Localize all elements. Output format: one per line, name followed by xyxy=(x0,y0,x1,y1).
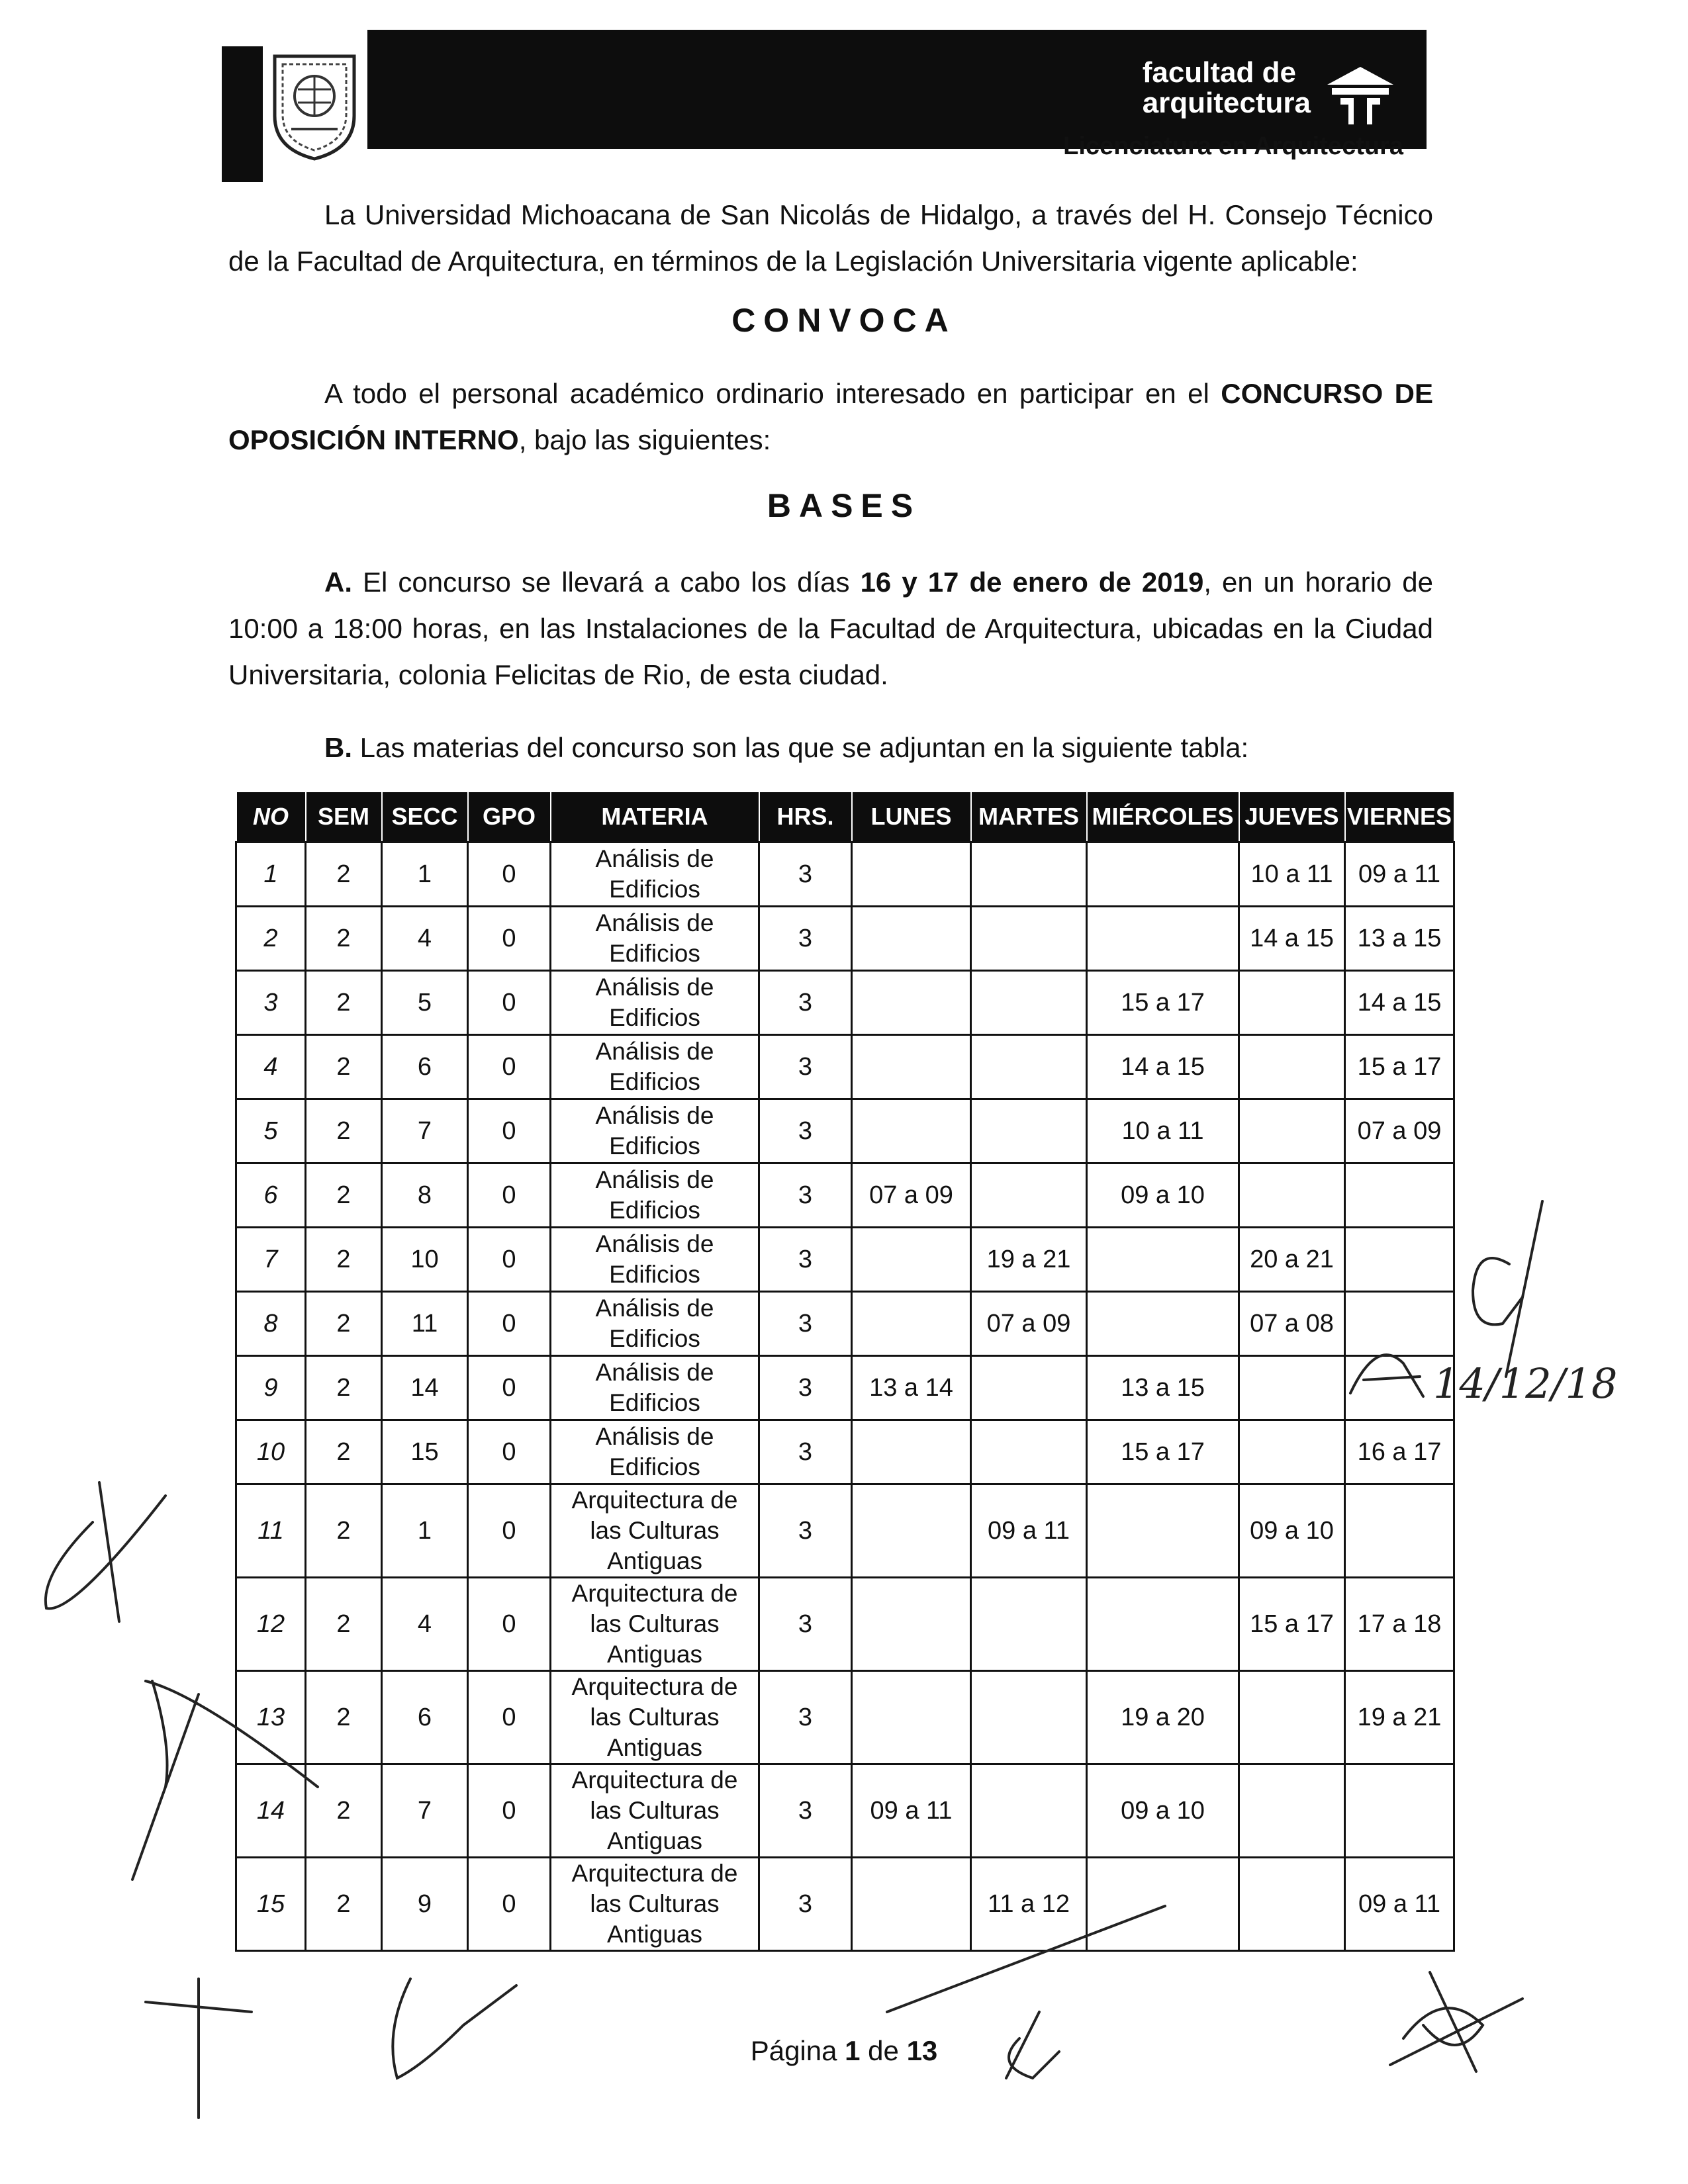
cell-viernes: 14 a 15 xyxy=(1345,971,1454,1035)
cell-sem: 2 xyxy=(306,971,382,1035)
cell-gpo: 0 xyxy=(468,1356,551,1420)
cell-miercoles xyxy=(1087,1858,1239,1951)
cell-martes xyxy=(971,1035,1087,1099)
bases-heading: BASES xyxy=(767,487,921,524)
cell-gpo: 0 xyxy=(468,971,551,1035)
header-miercoles: MIÉRCOLES xyxy=(1087,792,1239,842)
cell-no: 6 xyxy=(236,1163,306,1228)
cell-jueves: 09 a 10 xyxy=(1239,1484,1345,1578)
university-seal-icon xyxy=(268,50,361,162)
cell-martes xyxy=(971,1420,1087,1484)
table-body xyxy=(236,842,1454,1951)
cell-viernes xyxy=(1345,1356,1454,1420)
cell-lunes xyxy=(852,1858,971,1951)
cell-secc: 6 xyxy=(382,1671,468,1764)
cell-jueves: 14 a 15 xyxy=(1239,907,1345,971)
cell-miercoles: 15 a 17 xyxy=(1087,971,1239,1035)
materia-line: Edificios xyxy=(609,1132,700,1160)
convoca-heading: CONVOCA xyxy=(731,302,957,339)
header-secc: SECC xyxy=(382,792,468,842)
cell-gpo: 0 xyxy=(468,907,551,971)
cell-hrs: 3 xyxy=(759,1163,852,1228)
materia-line: Antiguas xyxy=(607,1734,702,1761)
cell-secc: 7 xyxy=(382,1764,468,1858)
materia-line: Arquitectura de xyxy=(571,1580,738,1607)
cell-miercoles: 10 a 11 xyxy=(1087,1099,1239,1163)
cell-gpo: 0 xyxy=(468,1484,551,1578)
cell-viernes: 09 a 11 xyxy=(1345,842,1454,907)
materia-line: las Culturas xyxy=(590,1890,720,1917)
table-row xyxy=(236,842,1454,907)
cell-hrs: 3 xyxy=(759,1764,852,1858)
subjects-schedule-table xyxy=(235,791,1455,1952)
cell-jueves xyxy=(1239,1356,1345,1420)
cell-jueves: 07 a 08 xyxy=(1239,1292,1345,1356)
cell-miercoles: 14 a 15 xyxy=(1087,1035,1239,1099)
cell-no: 3 xyxy=(236,971,306,1035)
cell-miercoles xyxy=(1087,907,1239,971)
cell-lunes xyxy=(852,1578,971,1671)
cell-lunes xyxy=(852,907,971,971)
cell-materia xyxy=(551,1858,759,1951)
cell-lunes xyxy=(852,1099,971,1163)
signature-left-margin xyxy=(46,1482,165,1621)
cell-viernes xyxy=(1345,1484,1454,1578)
header-gpo: GPO xyxy=(468,792,551,842)
materia-line: Arquitectura de xyxy=(571,1673,738,1700)
cell-materia xyxy=(551,1292,759,1356)
cell-viernes: 17 a 18 xyxy=(1345,1578,1454,1671)
cell-martes: 11 a 12 xyxy=(971,1858,1087,1951)
cell-miercoles: 09 a 10 xyxy=(1087,1163,1239,1228)
cell-lunes xyxy=(852,1671,971,1764)
cell-gpo: 0 xyxy=(468,1099,551,1163)
cell-jueves xyxy=(1239,1099,1345,1163)
table-row xyxy=(236,1035,1454,1099)
cell-hrs: 3 xyxy=(759,1484,852,1578)
cell-secc: 5 xyxy=(382,971,468,1035)
cell-hrs: 3 xyxy=(759,1356,852,1420)
cell-viernes: 13 a 15 xyxy=(1345,907,1454,971)
cell-miercoles: 13 a 15 xyxy=(1087,1356,1239,1420)
cell-gpo: 0 xyxy=(468,1764,551,1858)
intro-paragraph: La Universidad Michoacana de San Nicolás de Hidalgo, a través del H. Consejo Técnico de la Facultad de Arquitectura, en términos de la Legislación Universitaria vigente aplicable: xyxy=(228,199,1433,277)
materia-line: Arquitectura de xyxy=(571,1860,738,1887)
cell-no: 12 xyxy=(236,1578,306,1671)
cell-lunes xyxy=(852,842,971,907)
cell-materia xyxy=(551,1420,759,1484)
cell-miercoles: 15 a 17 xyxy=(1087,1420,1239,1484)
materia-line: las Culturas xyxy=(590,1704,720,1731)
cell-viernes xyxy=(1345,1163,1454,1228)
cell-viernes: 16 a 17 xyxy=(1345,1420,1454,1484)
cell-viernes: 15 a 17 xyxy=(1345,1035,1454,1099)
table-row xyxy=(236,1858,1454,1951)
cell-no: 13 xyxy=(236,1671,306,1764)
materia-line: las Culturas xyxy=(590,1517,720,1544)
cell-no: 8 xyxy=(236,1292,306,1356)
cell-hrs: 3 xyxy=(759,1858,852,1951)
cell-sem: 2 xyxy=(306,1356,382,1420)
table-row xyxy=(236,1420,1454,1484)
materia-line: las Culturas xyxy=(590,1797,720,1824)
materia-line: Edificios xyxy=(609,1325,700,1352)
cell-jueves xyxy=(1239,971,1345,1035)
header-sem: SEM xyxy=(306,792,382,842)
cell-hrs: 3 xyxy=(759,1420,852,1484)
cell-materia xyxy=(551,1163,759,1228)
cell-martes xyxy=(971,1163,1087,1228)
cell-secc: 9 xyxy=(382,1858,468,1951)
materia-line: Edificios xyxy=(609,876,700,903)
cell-lunes xyxy=(852,1228,971,1292)
table-row xyxy=(236,1764,1454,1858)
cell-sem: 2 xyxy=(306,1035,382,1099)
architecture-faculty-logo-icon xyxy=(1324,62,1397,128)
cell-viernes: 19 a 21 xyxy=(1345,1671,1454,1764)
base-b-paragraph: B. Las materias del concurso son las que se adjuntan en la siguiente tabla: xyxy=(324,732,1249,763)
cell-jueves: 15 a 17 xyxy=(1239,1578,1345,1671)
cell-secc: 1 xyxy=(382,842,468,907)
cell-lunes xyxy=(852,1420,971,1484)
materia-line: Antiguas xyxy=(607,1921,702,1948)
program-name: Licenciatura en Arquitectura xyxy=(1063,132,1403,160)
cell-lunes: 09 a 11 xyxy=(852,1764,971,1858)
cell-miercoles xyxy=(1087,1228,1239,1292)
cell-hrs: 3 xyxy=(759,1292,852,1356)
cell-secc: 11 xyxy=(382,1292,468,1356)
cell-secc: 7 xyxy=(382,1099,468,1163)
cell-no: 5 xyxy=(236,1099,306,1163)
cell-gpo: 0 xyxy=(468,1578,551,1671)
cell-secc: 4 xyxy=(382,1578,468,1671)
cell-sem: 2 xyxy=(306,1163,382,1228)
cell-materia xyxy=(551,1228,759,1292)
cell-secc: 6 xyxy=(382,1035,468,1099)
cell-gpo: 0 xyxy=(468,1035,551,1099)
cell-jueves xyxy=(1239,1764,1345,1858)
table-row xyxy=(236,1228,1454,1292)
cell-materia xyxy=(551,1578,759,1671)
cell-miercoles xyxy=(1087,1578,1239,1671)
header-hrs: HRS. xyxy=(759,792,852,842)
materia-line: las Culturas xyxy=(590,1610,720,1637)
cell-martes xyxy=(971,1671,1087,1764)
cell-martes xyxy=(971,1356,1087,1420)
header-left-bar xyxy=(222,46,263,182)
cell-no: 2 xyxy=(236,907,306,971)
cell-jueves xyxy=(1239,1420,1345,1484)
cell-sem: 2 xyxy=(306,1228,382,1292)
cell-viernes xyxy=(1345,1764,1454,1858)
table-row xyxy=(236,1356,1454,1420)
cell-sem: 2 xyxy=(306,842,382,907)
table-row xyxy=(236,907,1454,971)
cell-hrs: 3 xyxy=(759,1671,852,1764)
cell-secc: 4 xyxy=(382,907,468,971)
materia-line: Edificios xyxy=(609,1389,700,1416)
cell-materia xyxy=(551,907,759,971)
cell-materia xyxy=(551,1035,759,1099)
materia-line: Análisis de xyxy=(595,1102,714,1129)
cell-gpo: 0 xyxy=(468,1858,551,1951)
cell-lunes xyxy=(852,1292,971,1356)
cell-materia xyxy=(551,842,759,907)
cell-jueves xyxy=(1239,1671,1345,1764)
cell-secc: 8 xyxy=(382,1163,468,1228)
cell-secc: 1 xyxy=(382,1484,468,1578)
header-materia: MATERIA xyxy=(551,792,759,842)
table-header-row xyxy=(236,792,1454,842)
cell-lunes xyxy=(852,971,971,1035)
header-jueves: JUEVES xyxy=(1239,792,1345,842)
cell-hrs: 3 xyxy=(759,971,852,1035)
cell-materia xyxy=(551,1484,759,1578)
materia-line: Análisis de xyxy=(595,1295,714,1322)
cell-gpo: 0 xyxy=(468,1163,551,1228)
cell-sem: 2 xyxy=(306,1484,382,1578)
cell-hrs: 3 xyxy=(759,1228,852,1292)
cell-jueves xyxy=(1239,1035,1345,1099)
table-row xyxy=(236,1292,1454,1356)
cell-martes xyxy=(971,1099,1087,1163)
cell-martes xyxy=(971,1764,1087,1858)
cell-miercoles xyxy=(1087,1292,1239,1356)
materia-line: Edificios xyxy=(609,1004,700,1031)
header-banner xyxy=(367,30,1427,149)
cell-miercoles xyxy=(1087,842,1239,907)
table-row xyxy=(236,971,1454,1035)
cell-sem: 2 xyxy=(306,1764,382,1858)
cell-gpo: 0 xyxy=(468,1420,551,1484)
materia-line: Análisis de xyxy=(595,909,714,936)
materia-line: Análisis de xyxy=(595,1166,714,1193)
cell-no: 14 xyxy=(236,1764,306,1858)
table-row xyxy=(236,1671,1454,1764)
cell-sem: 2 xyxy=(306,1671,382,1764)
cell-hrs: 3 xyxy=(759,1099,852,1163)
materia-line: Análisis de xyxy=(595,1423,714,1450)
faculty-name: facultad de arquitectura xyxy=(1142,56,1311,119)
materia-line: Edificios xyxy=(609,1197,700,1224)
cell-sem: 2 xyxy=(306,1858,382,1951)
table-row xyxy=(236,1099,1454,1163)
cell-no: 10 xyxy=(236,1420,306,1484)
cell-viernes xyxy=(1345,1228,1454,1292)
base-a-paragraph: A. El concurso se llevará a cabo los días 16 y 17 de enero de 2019, en un horario de 10:00 a 18:00 horas, en las Instalaciones de la Facultad de Arquitectura, ubicadas en la Ciudad Universitaria, colonia Felicitas de Rio, de esta ciudad. xyxy=(228,567,1433,690)
materia-line: Arquitectura de xyxy=(571,1766,738,1794)
materia-line: Análisis de xyxy=(595,1038,714,1065)
cell-sem: 2 xyxy=(306,1292,382,1356)
cell-secc: 14 xyxy=(382,1356,468,1420)
cell-martes xyxy=(971,971,1087,1035)
cell-materia xyxy=(551,1356,759,1420)
cell-hrs: 3 xyxy=(759,1578,852,1671)
header-martes: MARTES xyxy=(971,792,1087,842)
materia-line: Antiguas xyxy=(607,1827,702,1854)
cell-gpo: 0 xyxy=(468,1671,551,1764)
cell-materia xyxy=(551,1671,759,1764)
cell-no: 1 xyxy=(236,842,306,907)
cell-lunes: 07 a 09 xyxy=(852,1163,971,1228)
handwritten-date: 14/12/18 xyxy=(1433,1359,1618,1408)
materia-line: Edificios xyxy=(609,1261,700,1288)
cell-gpo: 0 xyxy=(468,1228,551,1292)
cell-gpo: 0 xyxy=(468,1292,551,1356)
cell-gpo: 0 xyxy=(468,842,551,907)
table-row xyxy=(236,1163,1454,1228)
header-lunes: LUNES xyxy=(852,792,971,842)
cell-sem: 2 xyxy=(306,1099,382,1163)
cell-viernes xyxy=(1345,1292,1454,1356)
cell-viernes: 07 a 09 xyxy=(1345,1099,1454,1163)
materia-line: Arquitectura de xyxy=(571,1486,738,1514)
cell-sem: 2 xyxy=(306,1578,382,1671)
page-number: Página 1 de 13 xyxy=(750,2035,938,2066)
cell-martes xyxy=(971,842,1087,907)
cell-materia xyxy=(551,1764,759,1858)
cell-no: 11 xyxy=(236,1484,306,1578)
materia-line: Análisis de xyxy=(595,845,714,872)
cell-no: 9 xyxy=(236,1356,306,1420)
cell-jueves: 20 a 21 xyxy=(1239,1228,1345,1292)
cell-jueves xyxy=(1239,1858,1345,1951)
cell-miercoles: 19 a 20 xyxy=(1087,1671,1239,1764)
cell-materia xyxy=(551,971,759,1035)
cell-no: 7 xyxy=(236,1228,306,1292)
cell-sem: 2 xyxy=(306,1420,382,1484)
materia-line: Análisis de xyxy=(595,1230,714,1257)
materia-line: Edificios xyxy=(609,1068,700,1095)
cell-martes: 09 a 11 xyxy=(971,1484,1087,1578)
cell-martes xyxy=(971,1578,1087,1671)
cell-secc: 15 xyxy=(382,1420,468,1484)
cell-no: 15 xyxy=(236,1858,306,1951)
cell-jueves xyxy=(1239,1163,1345,1228)
materia-line: Edificios xyxy=(609,940,700,967)
cell-sem: 2 xyxy=(306,907,382,971)
cell-jueves: 10 a 11 xyxy=(1239,842,1345,907)
cell-hrs: 3 xyxy=(759,907,852,971)
cell-martes: 07 a 09 xyxy=(971,1292,1087,1356)
cell-lunes: 13 a 14 xyxy=(852,1356,971,1420)
cell-materia xyxy=(551,1099,759,1163)
cell-lunes xyxy=(852,1035,971,1099)
cell-martes xyxy=(971,907,1087,971)
materia-line: Antiguas xyxy=(607,1547,702,1574)
call-paragraph: A todo el personal académico ordinario interesado en participar en el CONCURSO DE OPOSICIÓN INTERNO, bajo las siguientes: xyxy=(228,378,1433,455)
table-row xyxy=(236,1578,1454,1671)
table-row xyxy=(236,1484,1454,1578)
cell-hrs: 3 xyxy=(759,842,852,907)
cell-miercoles xyxy=(1087,1484,1239,1578)
cell-viernes: 09 a 11 xyxy=(1345,1858,1454,1951)
cell-secc: 10 xyxy=(382,1228,468,1292)
cell-martes: 19 a 21 xyxy=(971,1228,1087,1292)
materia-line: Análisis de xyxy=(595,974,714,1001)
cell-miercoles: 09 a 10 xyxy=(1087,1764,1239,1858)
cell-hrs: 3 xyxy=(759,1035,852,1099)
header-viernes: VIERNES xyxy=(1345,792,1454,842)
materia-line: Análisis de xyxy=(595,1359,714,1386)
header-no: NO xyxy=(236,792,306,842)
cell-lunes xyxy=(852,1484,971,1578)
materia-line: Edificios xyxy=(609,1453,700,1480)
materia-line: Antiguas xyxy=(607,1641,702,1668)
signature-right-top xyxy=(1473,1201,1542,1377)
cell-no: 4 xyxy=(236,1035,306,1099)
